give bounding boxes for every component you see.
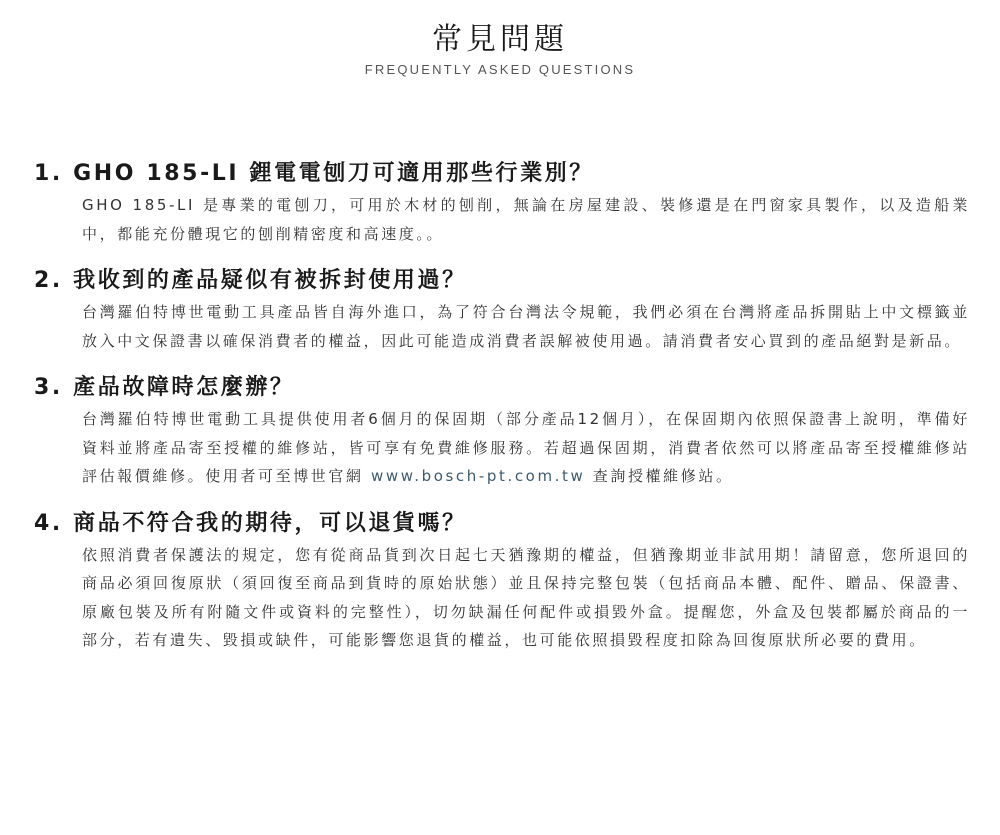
faq-item-4 (34, 507, 974, 655)
faq-question: 4. 商品不符合我的期待，可以退貨嗎？ (34, 510, 467, 536)
faq-answer (82, 405, 970, 491)
faq-answer: 依照消費者保護法的規定，您有從商品貨到次日起七天猶豫期的權益，但猶豫期並非試用期！請留意，您所退回的商品必須回復原狀（須回復至商品到貨時的原始狀態）並且保持完整包裝（包括商品本體、配件、贈品、保證書、原廠包裝及所有附隨文件或資料的完整性），切勿缺漏任何配件或損毀外盒。提醒您，外盒及包裝都屬於商品的一部分，若有遺失、毀損或缺件，可能影響您退貨的權益，也可能依照損毀程度扣除為回復原狀所必要的費用。 (82, 545, 970, 649)
faq-answer-text: 台灣羅伯特博世電動工具提供使用者6個月的保固期（部分產品12個月），在保固期內依照保證書上說明，準備好資料並將產品寄至授權的維修站，皆可享有免費維修服務。若超過保固期，消費者依然可以將產品寄至授權維修站評估報價維修。使用者可至博世官網 (82, 410, 970, 485)
faq-question: 2. 我收到的產品疑似有被拆封使用過？ (34, 268, 467, 293)
faq-list (34, 157, 974, 671)
faq-question: 3. 產品故障時怎麼辦？ (34, 375, 295, 400)
faq-answer: GHO 185-LI 是專業的電刨刀，可用於木材的刨削，無論在房屋建設、裝修還是在門窗家具製作，以及造船業中，都能充份體現它的刨削精密度和高速度。。 (82, 196, 970, 243)
bosch-website-link[interactable]: www.bosch-pt.com.tw (370, 467, 586, 485)
faq-item-3 (34, 371, 974, 491)
faq-answer-text: 查詢授權維修站。 (585, 467, 734, 485)
page-title: 常見問題 (432, 22, 568, 57)
faq-item-2 (34, 264, 974, 355)
page-header (0, 22, 1000, 77)
faq-question: 1. GHO 185-LI 鋰電電刨刀可適用那些行業別？ (34, 161, 594, 186)
faq-answer: 台灣羅伯特博世電動工具產品皆自海外進口，為了符合台灣法令規範，我們必須在台灣將產品拆開貼上中文標籤並放入中文保證書以確保消費者的權益，因此可能造成消費者誤解被使用過。請消費者安心買到的產品絕對是新品。 (82, 303, 970, 350)
page-subtitle: FREQUENTLY ASKED QUESTIONS (364, 62, 636, 77)
faq-item-1 (34, 157, 974, 248)
